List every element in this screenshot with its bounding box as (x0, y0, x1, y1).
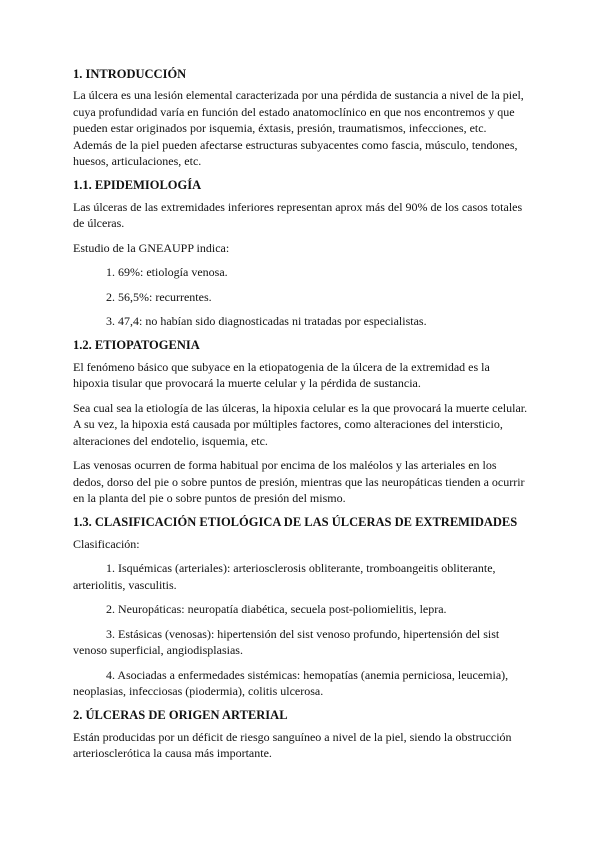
paragraph-intro-1: La úlcera es una lesión elemental caracterizada por una pérdida de sustancia a nivel de la piel, cuya profundidad varía en función del estado anatomoclínico en que nos encontremos y que pueden estar originados por isquemia, éxtasis, presión, traumatismos, infecciones, etc. (73, 88, 524, 135)
paragraph-epi-2: Estudio de la GNEAUPP indica: (73, 240, 230, 255)
paragraph-etio-1: El fenómeno básico que subyace en la etiopatogenia de la úlcera de la extremidad es la hipoxia tisular que provocará la muerte celular y la pérdida de sustancia. (73, 359, 490, 390)
list-item: 2. 56,5%: recurrentes. (106, 289, 212, 304)
list-item: 1. 69%: etiología venosa. (106, 265, 228, 279)
list-item: 3. 47,4: no habían sido diagnosticadas ni tratadas por especialistas. (106, 314, 427, 328)
paragraph-etio-3: Las venosas ocurren de forma habitual por encima de los maléolos y las arteriales en los dedos, dorso del pie o sobre puntos de presión, mientras que las neuropáticas tienden a ocurrir en la planta del pie o sobre puntos de presión del mismo. (73, 458, 525, 505)
list-item: 4. Asociadas a enfermedades sistémicas: hemopatías (anemia perniciosa, leucemia), neoplasias, infecciosas (piodermia), colitis ulcerosa. (73, 667, 509, 698)
paragraph-intro-2: Además de la piel pueden afectarse estructuras subyacentes como fascia, músculo, tendones, huesos, articulaciones, etc. (73, 137, 518, 168)
heading-ulceras-arteriales: 2. ÚLCERAS DE ORIGEN ARTERIAL (73, 707, 288, 722)
paragraph-etio-2: Sea cual sea la etiología de las úlceras, la hipoxia celular es la que provocará la muerte celular. A su vez, la hipoxia está causada por múltiples factores, como alteraciones del intersticio, alteraciones del endotelio, isquemia, etc. (73, 400, 528, 448)
paragraph-clasificacion: Clasificación: (73, 536, 140, 551)
heading-epidemiologia: 1.1. EPIDEMIOLOGÍA (73, 177, 202, 192)
list-item: 2. Neuropáticas: neuropatía diabética, secuela post-poliomielitis, lepra. (106, 602, 447, 616)
heading-introduccion: 1. INTRODUCCIÓN (73, 67, 187, 81)
paragraph-arterial: Están producidas por un déficit de riesgo sanguíneo a nivel de la piel, siendo la obstrucción arteriosclerótica la causa más importante. (73, 729, 512, 760)
heading-etiopatogenia: 1.2. ETIOPATOGENIA (73, 337, 200, 352)
heading-clasificacion: 1.3. CLASIFICACIÓN ETIOLÓGICA DE LAS ÚLCERAS DE EXTREMIDADES (73, 514, 518, 529)
list-item: 3. Estásicas (venosas): hipertensión del sist venoso profundo, hipertensión del sist venoso superficial, angiodisplasias. (73, 626, 500, 657)
paragraph-epi-1: Las úlceras de las extremidades inferiores representan aprox más del 90% de los casos totales de úlceras. (73, 199, 523, 230)
list-item: 1. Isquémicas (arteriales): arteriosclerosis obliterante, tromboangeitis obliterante, arteriolitis, vasculitis. (73, 561, 496, 592)
